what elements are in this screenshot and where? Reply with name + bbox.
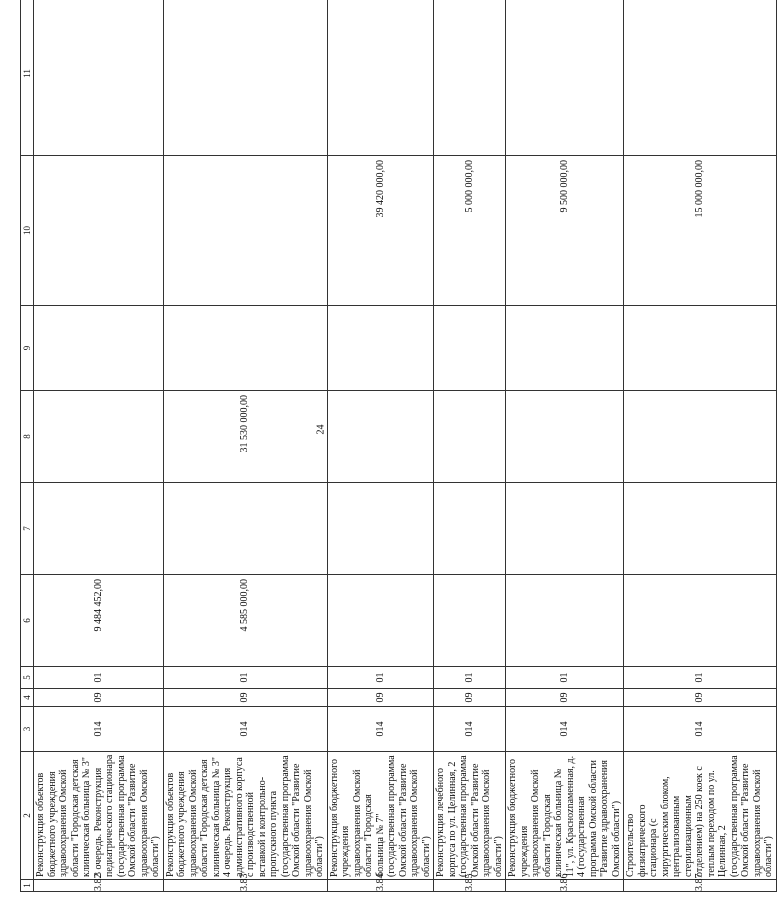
row-name: Реконструкция лечебного корпуса по ул. Целинная, 2 (государственная программа Омской области "Развитие здравоохранения Омской области") — [434, 752, 506, 880]
code-4: 09 — [327, 689, 434, 707]
value-7 — [624, 483, 777, 575]
code-5: 01 — [624, 667, 777, 689]
code-5: 01 — [506, 667, 624, 689]
code-3: 014 — [163, 707, 327, 752]
code-5: 01 — [327, 667, 434, 689]
col-num: 6 — [21, 575, 34, 667]
table-row — [506, 0, 624, 892]
code-4: 09 — [506, 689, 624, 707]
value-9 — [327, 306, 434, 391]
col-num: 5 — [21, 667, 34, 689]
value-7 — [434, 483, 506, 575]
value-9 — [506, 306, 624, 391]
col-num: 7 — [21, 483, 34, 575]
page-number: 24 — [315, 424, 327, 435]
row-number: 3.83 — [163, 880, 327, 892]
code-5: 01 — [163, 667, 327, 689]
row-number: 3.84 — [327, 880, 434, 892]
row-name: Реконструкция объектов бюджетного учреждения здравоохранения Омской области "Городская детская клиническая больница № 3" 4 очередь. Реконструкция административного корпуса с производственной вставкой и контрольно-пропускного пункта (государственная программа Омской области "Развитие здравоохранения Омской области") — [163, 752, 327, 880]
table-row — [624, 0, 777, 892]
value-6 — [624, 575, 777, 667]
value-6: 4 585 000,00 — [163, 575, 327, 667]
col-num: 11 — [21, 0, 34, 156]
value-9 — [434, 306, 506, 391]
budget-table — [20, 0, 777, 892]
code-4: 09 — [163, 689, 327, 707]
value-10: 5 000 000,00 — [434, 156, 506, 306]
value-6 — [506, 575, 624, 667]
row-number: 3.87 — [624, 880, 777, 892]
row-number: 3.82 — [34, 880, 164, 892]
rotated-table-container — [20, 0, 774, 892]
value-6 — [327, 575, 434, 667]
column-number-row — [21, 0, 34, 892]
value-10: 39 420 000,00 — [327, 156, 434, 306]
value-11 — [506, 0, 624, 156]
value-7 — [506, 483, 624, 575]
col-num: 3 — [21, 707, 34, 752]
col-num: 1 — [21, 880, 34, 892]
value-10: 15 000 000,00 — [624, 156, 777, 306]
code-4: 09 — [624, 689, 777, 707]
value-8 — [434, 391, 506, 483]
value-8: 31 530 000,00 — [163, 391, 327, 483]
code-3: 014 — [434, 707, 506, 752]
value-9 — [624, 306, 777, 391]
table-row — [327, 0, 434, 892]
value-10 — [34, 156, 164, 306]
col-num: 4 — [21, 689, 34, 707]
value-9 — [34, 306, 164, 391]
table-row — [34, 0, 164, 892]
row-number: 3.86 — [506, 880, 624, 892]
value-11 — [327, 0, 434, 156]
row-name: Реконструкция бюджетного учреждения здравоохранения Омской области "Городская клиническая больница № 11", ул. Красноznаменная, д. 4 (государственная программа Омской области "Развитие здравоохранения Омской области") — [506, 752, 624, 880]
value-9 — [163, 306, 327, 391]
row-name: Строительство физиатрического стационара (с хирургическим блоком, централизованным стерилизационным отделением) на 250 коек с теплым переходом по ул. Целинная, 2 (государственная программа Омской области "Развитие здравоохранения Омской области") — [624, 752, 777, 880]
col-num: 9 — [21, 306, 34, 391]
code-3: 014 — [327, 707, 434, 752]
col-num: 2 — [21, 752, 34, 880]
value-8 — [327, 391, 434, 483]
table-row — [434, 0, 506, 892]
col-num: 10 — [21, 156, 34, 306]
value-11 — [434, 0, 506, 156]
value-7 — [327, 483, 434, 575]
value-11 — [624, 0, 777, 156]
value-11 — [34, 0, 164, 156]
code-3: 014 — [34, 707, 164, 752]
col-num: 8 — [21, 391, 34, 483]
code-4: 09 — [434, 689, 506, 707]
value-10 — [163, 156, 327, 306]
table-row — [163, 0, 327, 892]
value-11 — [163, 0, 327, 156]
code-3: 014 — [506, 707, 624, 752]
row-name: Реконструкция объектов бюджетного учреждения здравоохранения Омской области "Городская детская клиническая больница № 3" 3 очередь. Реконструкция педиатрического стационара (государственная программа Омской области "Развитие здравоохранения Омской области") — [34, 752, 164, 880]
value-8 — [624, 391, 777, 483]
code-5: 01 — [34, 667, 164, 689]
value-10: 9 500 000,00 — [506, 156, 624, 306]
value-6 — [434, 575, 506, 667]
value-8 — [34, 391, 164, 483]
code-3: 014 — [624, 707, 777, 752]
value-6: 9 484 452,00 — [34, 575, 164, 667]
code-4: 09 — [34, 689, 164, 707]
row-name: Реконструкция бюджетного учреждения здравоохранения Омской области "Городская больница № 7" (государственная программа Омской области "Развитие здравоохранения Омской области") — [327, 752, 434, 880]
row-number: 3.85 — [434, 880, 506, 892]
value-8 — [506, 391, 624, 483]
value-7 — [34, 483, 164, 575]
value-7 — [163, 483, 327, 575]
code-5: 01 — [434, 667, 506, 689]
